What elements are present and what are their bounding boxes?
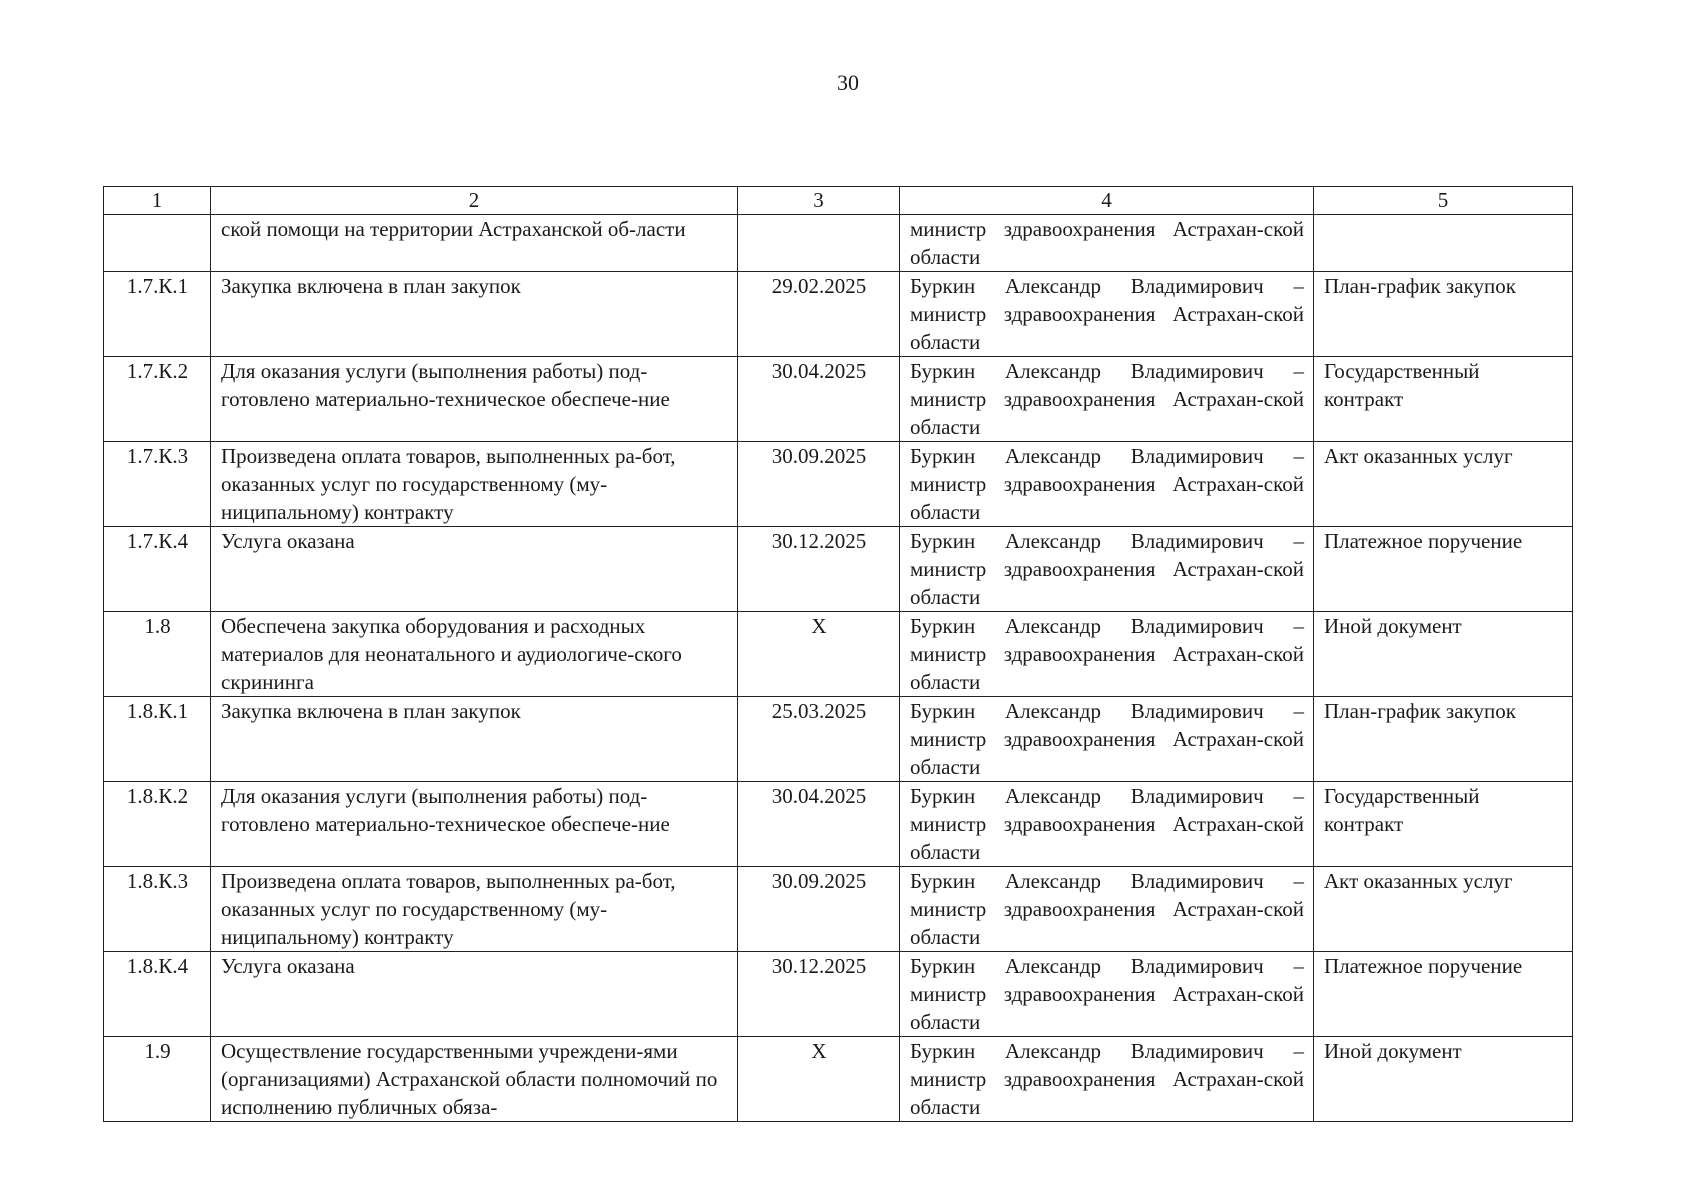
cell-date: X xyxy=(738,612,900,697)
cell-responsible: Буркин Александр Владимирович – министр здравоохранения Астрахан-ской области xyxy=(900,272,1314,357)
cell-number: 1.7.К.2 xyxy=(104,357,211,442)
cell-document: Иной документ xyxy=(1314,612,1573,697)
table-row xyxy=(104,697,1573,782)
cell-date: X xyxy=(738,1037,900,1122)
page-number: 30 xyxy=(837,70,859,95)
table-row xyxy=(104,1037,1573,1122)
table-row xyxy=(104,527,1573,612)
cell-responsible: Буркин Александр Владимирович – министр здравоохранения Астрахан-ской области xyxy=(900,442,1314,527)
cell-event: Осуществление государственными учреждени-ями (организациями) Астраханской области полномочий по исполнению публичных обяза- xyxy=(211,1037,738,1122)
column-header: 2 xyxy=(211,187,738,215)
column-header: 5 xyxy=(1314,187,1573,215)
table-row xyxy=(104,442,1573,527)
cell-responsible: Буркин Александр Владимирович – министр здравоохранения Астрахан-ской области xyxy=(900,952,1314,1037)
cell-number: 1.7.К.4 xyxy=(104,527,211,612)
cell-number: 1.7.К.1 xyxy=(104,272,211,357)
cell-date: 30.04.2025 xyxy=(738,782,900,867)
cell-event: Услуга оказана xyxy=(211,527,738,612)
column-header: 3 xyxy=(738,187,900,215)
table-row xyxy=(104,357,1573,442)
cell-number: 1.8.К.4 xyxy=(104,952,211,1037)
cell-number xyxy=(104,215,211,272)
cell-event: Произведена оплата товаров, выполненных ра-бот, оказанных услуг по государственному (му-ниципальному) контракту xyxy=(211,867,738,952)
cell-date: 30.09.2025 xyxy=(738,867,900,952)
cell-responsible: Буркин Александр Владимирович – министр здравоохранения Астрахан-ской области xyxy=(900,1037,1314,1122)
cell-responsible: Буркин Александр Владимирович – министр здравоохранения Астрахан-ской области xyxy=(900,612,1314,697)
cell-document: Иной документ xyxy=(1314,1037,1573,1122)
table-row xyxy=(104,612,1573,697)
cell-date: 30.12.2025 xyxy=(738,527,900,612)
cell-event: Для оказания услуги (выполнения работы) под-готовлено материально-техническое обеспече-ние xyxy=(211,782,738,867)
cell-date xyxy=(738,215,900,272)
cell-date: 30.09.2025 xyxy=(738,442,900,527)
cell-responsible: Буркин Александр Владимирович – министр здравоохранения Астрахан-ской области xyxy=(900,697,1314,782)
header-row xyxy=(104,187,1573,215)
cell-event: ской помощи на территории Астраханской об-ласти xyxy=(211,215,738,272)
table-row xyxy=(104,952,1573,1037)
cell-responsible: министр здравоохранения Астрахан-ской области xyxy=(900,215,1314,272)
cell-document: Государственный контракт xyxy=(1314,782,1573,867)
cell-document: Акт оказанных услуг xyxy=(1314,867,1573,952)
table-row xyxy=(104,867,1573,952)
cell-document: Платежное поручение xyxy=(1314,527,1573,612)
cell-document: Платежное поручение xyxy=(1314,952,1573,1037)
cell-number: 1.7.К.3 xyxy=(104,442,211,527)
cell-document: Государственный контракт xyxy=(1314,357,1573,442)
cell-number: 1.8.К.2 xyxy=(104,782,211,867)
cell-document: План-график закупок xyxy=(1314,697,1573,782)
cell-event: Произведена оплата товаров, выполненных ра-бот, оказанных услуг по государственному (му-ниципальному) контракту xyxy=(211,442,738,527)
cell-number: 1.8.К.1 xyxy=(104,697,211,782)
cell-responsible: Буркин Александр Владимирович – министр здравоохранения Астрахан-ской области xyxy=(900,357,1314,442)
cell-number: 1.9 xyxy=(104,1037,211,1122)
plan-table xyxy=(103,186,1573,1122)
cell-date: 29.02.2025 xyxy=(738,272,900,357)
table-row xyxy=(104,215,1573,272)
cell-date: 25.03.2025 xyxy=(738,697,900,782)
column-header: 1 xyxy=(104,187,211,215)
table-row xyxy=(104,782,1573,867)
cell-responsible: Буркин Александр Владимирович – министр здравоохранения Астрахан-ской области xyxy=(900,867,1314,952)
cell-responsible: Буркин Александр Владимирович – министр здравоохранения Астрахан-ской области xyxy=(900,782,1314,867)
cell-document: Акт оказанных услуг xyxy=(1314,442,1573,527)
cell-responsible: Буркин Александр Владимирович – министр здравоохранения Астрахан-ской области xyxy=(900,527,1314,612)
cell-event: Услуга оказана xyxy=(211,952,738,1037)
cell-event: Закупка включена в план закупок xyxy=(211,272,738,357)
cell-event: Обеспечена закупка оборудования и расходных материалов для неонатального и аудиологиче-ского скрининга xyxy=(211,612,738,697)
table-row xyxy=(104,272,1573,357)
cell-date: 30.12.2025 xyxy=(738,952,900,1037)
cell-number: 1.8.К.3 xyxy=(104,867,211,952)
cell-event: Для оказания услуги (выполнения работы) под-готовлено материально-техническое обеспече-ние xyxy=(211,357,738,442)
cell-document: План-график закупок xyxy=(1314,272,1573,357)
cell-number: 1.8 xyxy=(104,612,211,697)
column-header: 4 xyxy=(900,187,1314,215)
cell-document xyxy=(1314,215,1573,272)
cell-date: 30.04.2025 xyxy=(738,357,900,442)
cell-event: Закупка включена в план закупок xyxy=(211,697,738,782)
